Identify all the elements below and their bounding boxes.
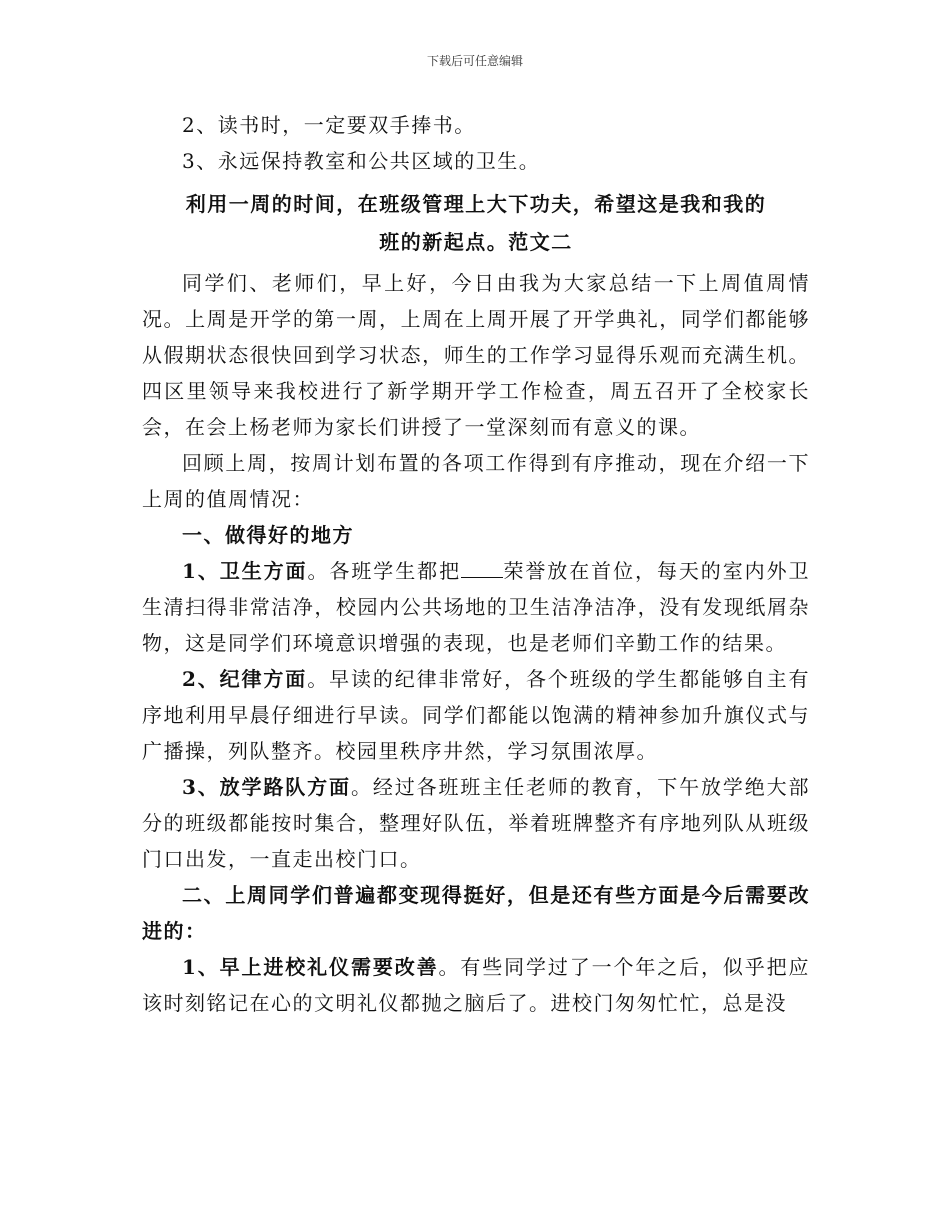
section-2-heading: 二、上周同学们普遍都变现得挺好，但是还有些方面是今后需要改进的： <box>142 883 810 943</box>
fill-in-blank <box>461 559 503 578</box>
review-paragraph: 回顾上周，按周计划布置的各项工作得到有序推动，现在介绍一下上周的值周情况： <box>142 451 810 511</box>
item-title: 1、卫生方面 <box>182 559 308 583</box>
document-body <box>142 107 810 1021</box>
rule-2: 2、读书时，一定要双手捧书。 <box>182 113 476 137</box>
section-1-item-1 <box>142 553 810 661</box>
item-title: 1、早上进校礼仪需要改善 <box>182 955 439 979</box>
item-text: 。各班学生都把 <box>307 559 462 583</box>
section-1-item-2 <box>142 661 810 769</box>
item-title: 2、纪律方面 <box>182 667 308 691</box>
title-line-1: 利用一周的时间，在班级管理上大下功夫，希望这是我和我的 <box>185 192 767 216</box>
item-text: 荣誉放在首位，每天的室内外卫生清扫得非常洁净，校园内公共场地的卫生洁净洁净，没有发现纸屑杂物，这是同学们环境意识增强的表现，也是老师们辛勤工作的结果。 <box>142 559 811 655</box>
item-text: 。早读的纪律非常好，各个班级的学生都能够自主有序地利用早晨仔细进行早读。同学们都能以饱满的精神参加升旗仪式与广播操，列队整齐。校园里秩序井然，学习氛围浓厚。 <box>142 667 810 763</box>
section-1-item-3 <box>142 769 810 877</box>
document-title <box>142 185 810 261</box>
section-1-heading: 一、做得好的地方 <box>182 523 354 547</box>
title-line-2: 班的新起点。范文二 <box>379 230 573 254</box>
item-text: 。有些同学过了一个年之后，似乎把应该时刻铭记在心的文明礼仪都抛之脑后了。进校门匆匆忙忙，总是没 <box>142 955 810 1015</box>
rule-3: 3、永远保持教室和公共区域的卫生。 <box>182 149 541 173</box>
section-2-item-1 <box>142 949 810 1021</box>
page-header: 下载后可任意编辑 <box>426 54 523 68</box>
item-text: 。经过各班班主任老师的教育，下午放学绝大部分的班级都能按时集合，整理好队伍，举着班牌整齐有序地列队从班级门口出发，一直走出校门口。 <box>142 775 811 871</box>
intro-paragraph: 同学们、老师们，早上好，今日由我为大家总结一下上周值周情况。上周是开学的第一周，上周在上周开展了开学典礼，同学们都能够从假期状态很快回到学习状态，师生的工作学习显得乐观而充满生机。四区里领导来我校进行了新学期开学工作检查，周五召开了全校家长会，在会上杨老师为家长们讲授了一堂深刻而有意义的课。 <box>142 271 810 439</box>
item-title: 3、放学路队方面 <box>182 775 351 799</box>
